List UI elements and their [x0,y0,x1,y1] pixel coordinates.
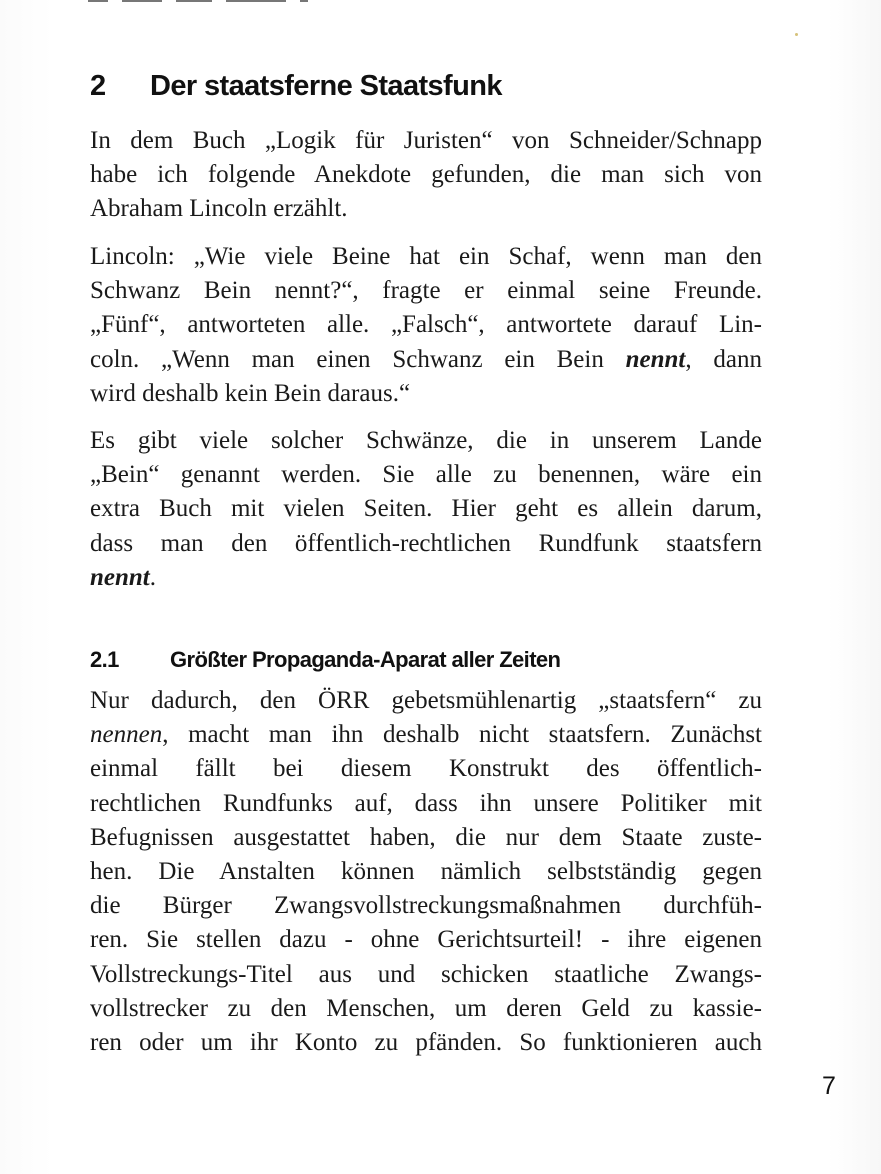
section-number: 2.1 [90,647,119,672]
text-line [90,343,762,377]
text-line: die Bürger Zwangsvollstreckungsmaßnahmen durchfüh- [90,892,762,920]
text-line: „Fünf“, antworteten alle. „Falsch“, antwortete darauf Lin- [90,311,762,339]
text-line: einmal fällt bei diesem Konstrukt des öffentlich- [90,755,762,783]
text-line: Lincoln: „Wie viele Beine hat ein Schaf, wenn man den [90,243,762,270]
text-line: rechtlichen Rundfunks auf, dass ihn unsere Politiker mit [90,789,762,817]
text-segment: , dann [685,345,762,373]
paper-speck [795,33,798,36]
paragraph-1 [90,124,762,227]
text-line: ren. Sie stellen dazu - ohne Gerichtsurteil! - ihre eigenen [90,926,762,954]
paragraph-3 [90,424,762,595]
text-line [90,561,762,595]
text-line: Befugnissen ausgestattet haben, die nur dem Staate zuste- [90,823,762,851]
emphasized-word: nennt [625,345,686,373]
text-line: wird deshalb kein Bein daraus.“ [90,379,411,407]
text-line: ren oder um ihr Konto zu pfänden. So funktionieren auch [90,1028,762,1056]
text-line: hen. Die Anstalten können nämlich selbstständig gegen [90,857,762,885]
section-heading [90,647,560,673]
text-line: Nur dadurch, den ÖRR gebetsmühlenartig „staatsfern“ zu [90,687,762,714]
paragraph-2 [90,240,762,411]
text-line: Es gibt viele solcher Schwänze, die in unserem Lande [90,427,762,454]
section-title: Größter Propaganda-Aparat aller Zeiten [170,647,561,672]
text-segment: . [149,563,157,591]
chapter-number: 2 [90,70,106,102]
text-line: habe ich folgende Anekdote gefunden, die man sich von [90,161,762,189]
chapter-heading [90,70,502,103]
page-number: 7 [822,1072,836,1100]
text-line: dass man den öffentlich-rechtlichen Rundfunk staatsfern [90,529,762,557]
text-line: „Bein“ genannt werden. Sie alle zu benennen, wäre ein [90,461,762,489]
text-line: Vollstreckungs-Titel aus und schicken staatliche Zwangs- [90,960,762,988]
section-paragraph [90,684,762,1060]
text-line: Abraham Lincoln erzählt. [90,195,348,223]
text-line: In dem Buch „Logik für Juristen“ von Schneider/Schnapp [90,127,762,154]
text-line: vollstrecker zu den Menschen, um deren Geld zu kassie- [90,994,762,1022]
italic-word: nennen [90,721,163,749]
chapter-title: Der staatsferne Staatsfunk [150,70,502,102]
text-line: extra Buch mit vielen Seiten. Hier geht es allein darum, [90,495,762,523]
text-segment: coln. „Wenn man einen Schwanz ein Bein [90,345,626,373]
previous-text-fragment [88,0,388,4]
emphasized-word: nennt [90,563,150,591]
text-segment: , macht man ihn deshalb nicht staatsfern. Zunächst [162,721,762,749]
text-line [90,718,762,752]
text-line: Schwanz Bein nennt?“, fragte er einmal seine Freunde. [90,277,762,305]
